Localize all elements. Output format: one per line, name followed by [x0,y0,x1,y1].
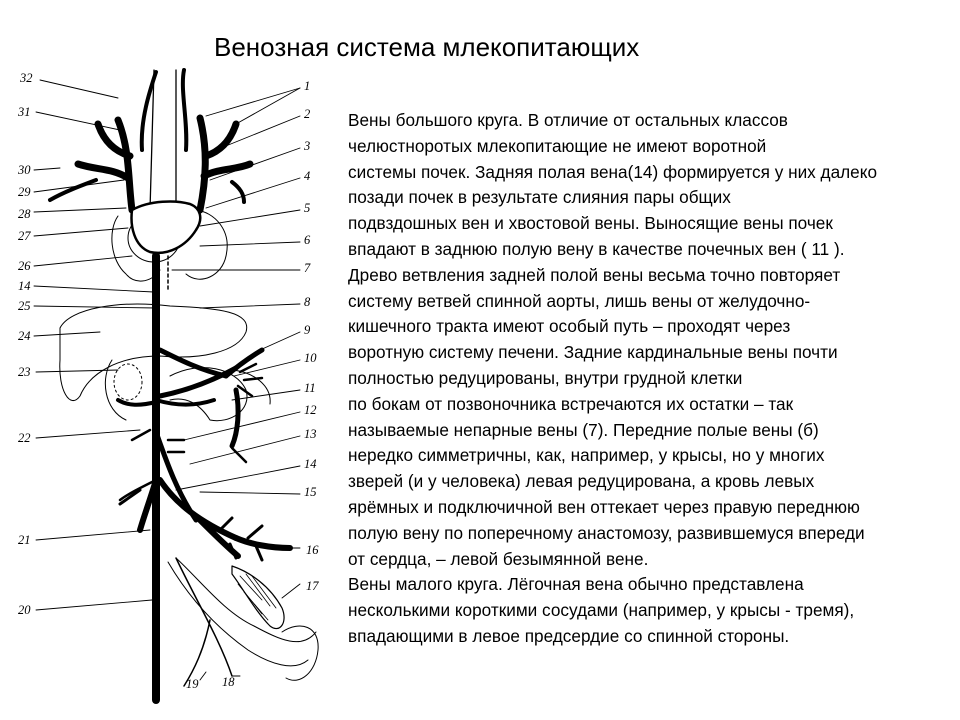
text-line: называемые непарные вены (7). Передние полые вены (б) [348,419,819,440]
diagram-label: 14 [18,279,31,293]
text-line: впадают в заднюю полую вену в качестве почечных вен ( 11 ). [348,238,845,259]
text-line: систему ветвей спинной аорты, лишь вены от желудочно- [348,290,811,311]
text-line: полую вену по поперечному анастомозу, развившемуся впереди [348,522,865,543]
text-line: ярёмных и подключичной вен оттекает через правую переднюю [348,496,860,517]
text-line: несколькими короткими сосудами (например, у крысы - тремя), [348,600,855,621]
text-line: по бокам от позвоночника встречаются их остатки – так [348,393,794,414]
slide-body-text [348,108,948,650]
diagram-label: 25 [18,299,31,313]
diagram-label: 28 [18,207,31,221]
diagram-label: 17 [306,579,319,593]
small-upper-veins [50,70,244,202]
heart [132,202,201,253]
venous-system-diagram [0,60,340,720]
diagram-label: 14 [304,457,317,471]
diagram-label: 23 [18,365,31,379]
text-line: воротную систему печени. Задние кардинальные вены почти [348,342,838,363]
intestine-hatching [238,574,276,620]
text-line: нередко симметричны, как, например, у крысы, но у многих [348,445,825,466]
diagram-label: 9 [304,323,311,337]
diagram-label: 15 [304,485,317,499]
diagram-label: 2 [304,107,311,121]
diagram-label: 32 [20,71,33,85]
diagram-label: 22 [18,431,31,445]
text-line: позади почек в результате слияния пары общих [348,187,731,208]
diagram-label: 13 [304,427,317,441]
diagram-label: 1 [304,79,311,93]
diagram-label: 31 [18,105,31,119]
renal-veins [118,400,214,405]
vein-drawing [0,60,340,720]
text-line: Вены большого круга. В отличие от остальных классов [348,110,788,130]
diagram-label: 3 [304,139,311,153]
text-line: подвздошных вен и хвостовой вены. Выносящие вены почек [348,213,833,234]
intestine-segment [232,566,284,629]
diagram-label: 24 [18,329,31,343]
diagram-label: 30 [18,163,31,177]
diagram-label: 11 [304,381,316,395]
diagram-label: 26 [18,259,31,273]
diagram-label: 18 [222,675,235,689]
leader-lines [34,80,300,680]
iliac-veins [140,480,290,556]
tail-vein [176,558,232,686]
diagram-label: 29 [18,185,31,199]
trachea [150,70,176,210]
diagram-label: 27 [18,229,31,243]
small-branches [120,364,262,500]
diagram-label: 5 [304,201,311,215]
diagram-label: 12 [304,403,317,417]
text-line: впадающими в левое предсердие со спинной стороны. [348,625,790,646]
diagram-label: 19 [186,677,199,691]
text-line: челюстноротых млекопитающие не имеют воротной [348,135,767,156]
diagram-label: 4 [304,169,311,183]
text-line: системы почек. Задняя полая вена(14) формируется у них далеко [348,161,878,182]
anterior-veins [78,118,250,210]
diagram-label: 7 [304,261,311,275]
diagram-label: 20 [18,603,31,617]
text-line: кишечного тракта имеют особый путь – проходят через [348,316,791,337]
diagram-label: 6 [304,233,311,247]
slide-title: Венозная система млекопитающих [214,32,640,62]
diagram-label: 21 [18,533,31,547]
diagram-label: 8 [304,295,311,309]
text-line: Древо ветвления задней полой вены весьма точно повторяет [348,264,841,285]
text-line: Вены малого круга. Лёгочная вена обычно представлена [348,574,804,595]
text-line: полностью редуцированы, внутри грудной клетки [348,367,743,388]
diagram-label: 16 [306,543,319,557]
diagram-label: 10 [304,351,317,365]
organ-outlines [60,210,318,680]
text-line: зверей (и у человека) левая редуцирована, а кровь левых [348,471,815,492]
text-line: от сердца, – левой безымянной вене. [348,548,649,569]
